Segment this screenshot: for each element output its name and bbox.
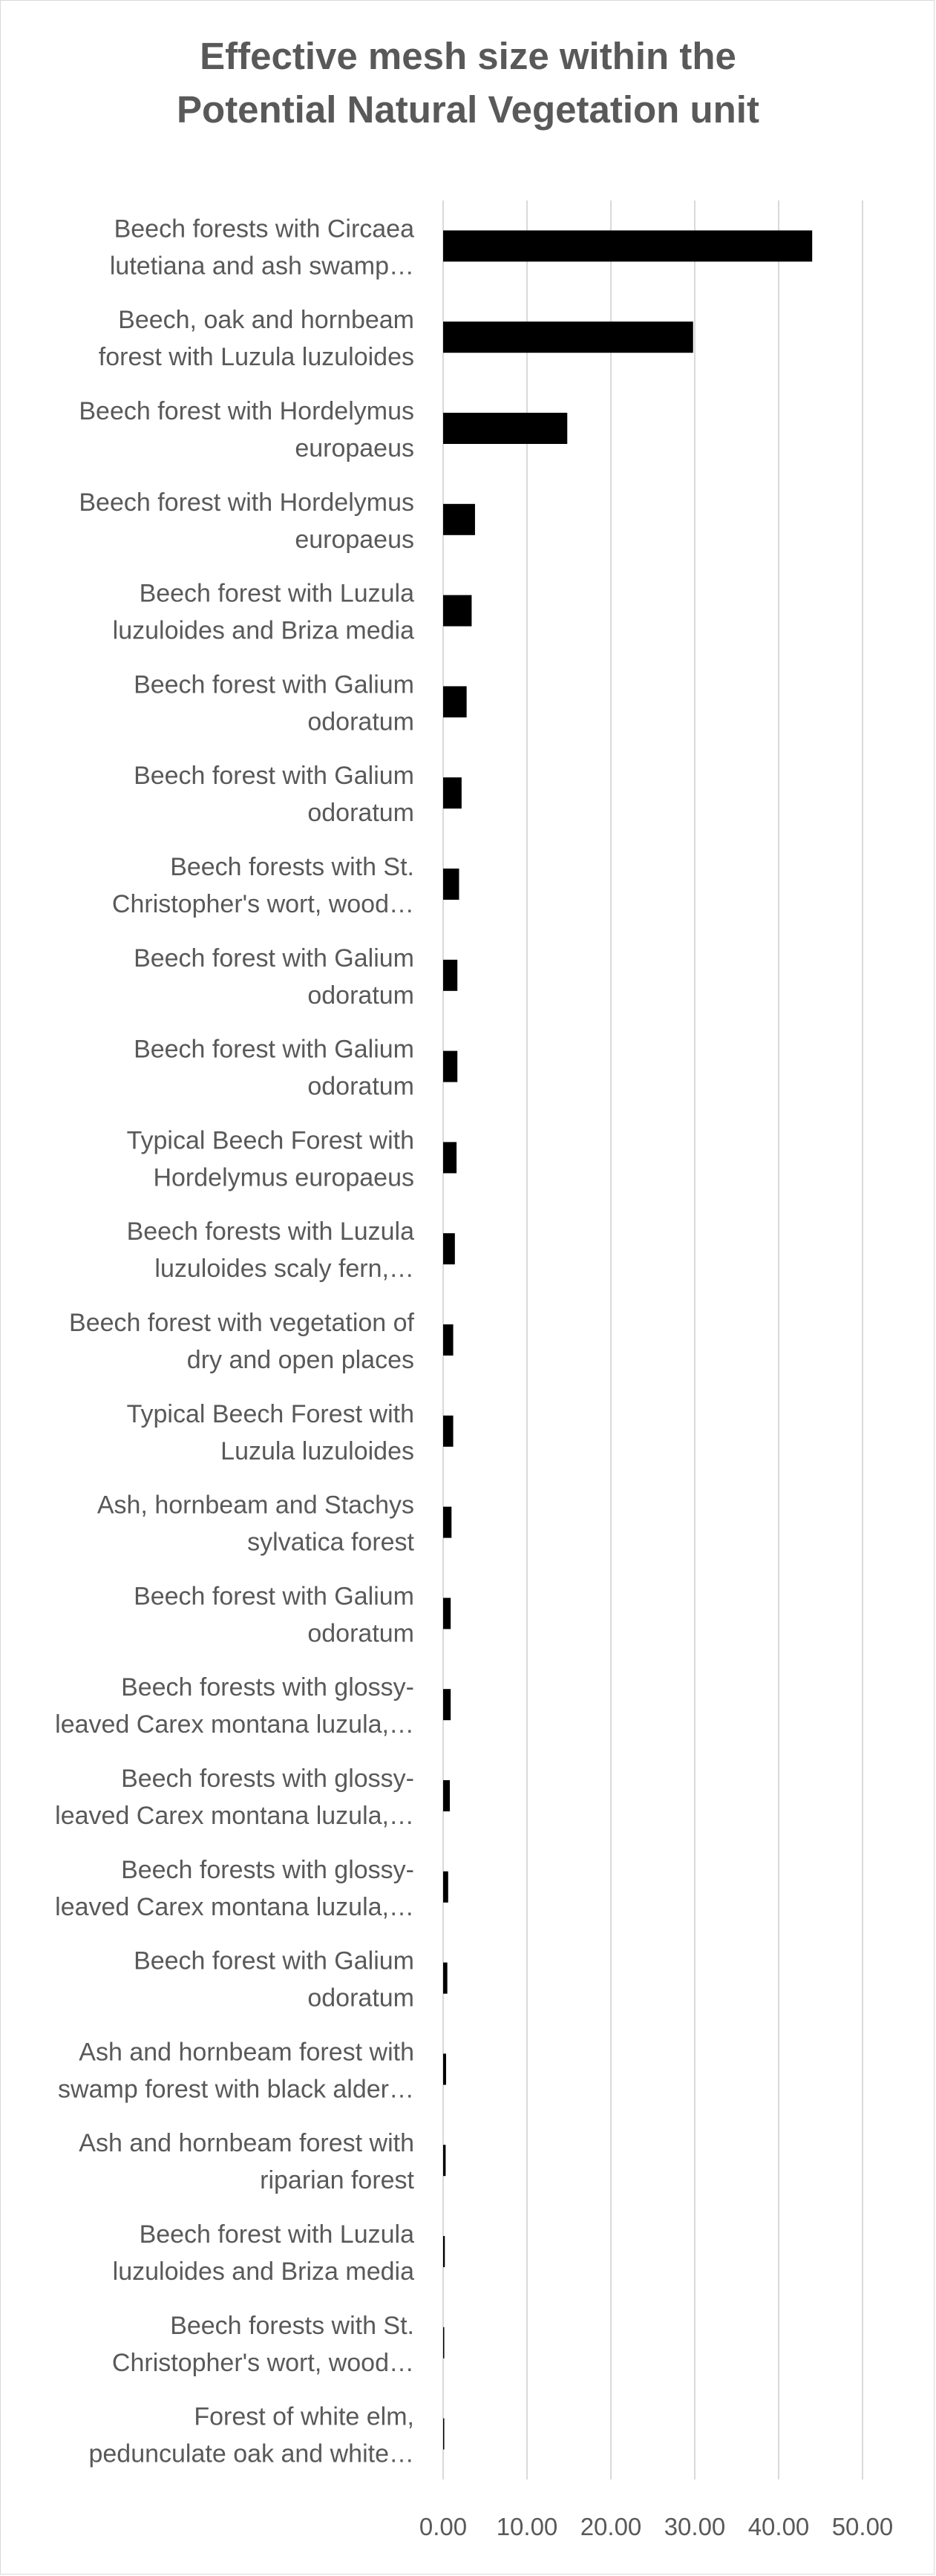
gridlines <box>443 200 863 2479</box>
category-label-line: Beech forests with Luzula <box>126 1217 414 1246</box>
x-tick-label: 30.00 <box>664 2513 726 2540</box>
category-label-line: Beech forest with Galium <box>134 944 414 972</box>
bar <box>443 2236 445 2267</box>
category-label-line: Beech forest with vegetation of <box>69 1309 414 1337</box>
category-label <box>112 853 414 918</box>
category-label <box>134 1582 414 1647</box>
category-label <box>55 1765 414 1830</box>
category-label-line: luzuloides scaly fern,… <box>154 1255 414 1284</box>
category-label-line: Beech forest with Galium <box>134 670 414 699</box>
category-label-line: Beech forest with Galium <box>134 1582 414 1611</box>
category-label-line: luzuloides and Briza media <box>112 616 414 645</box>
bar <box>443 2053 446 2085</box>
category-label-line: europaeus <box>295 525 414 554</box>
category-label <box>127 1217 415 1283</box>
category-label-line: Christopher's wort, wood… <box>111 2348 414 2377</box>
category-label-line: sylvatica forest <box>247 1528 414 1557</box>
category-label <box>134 1947 414 2013</box>
bar <box>443 504 475 535</box>
category-label <box>112 2312 414 2377</box>
x-tick-label: 20.00 <box>580 2513 642 2540</box>
category-label-line: Beech forest with Luzula <box>139 579 414 608</box>
category-label <box>55 1856 414 1921</box>
category-label-line: Beech forests with Circaea <box>114 215 414 243</box>
x-tick-label: 0.00 <box>419 2513 468 2540</box>
category-label-line: Typical Beech Forest with <box>126 1126 414 1155</box>
x-axis-ticks <box>419 2513 893 2540</box>
category-label-line: Forest of white elm, <box>194 2402 414 2431</box>
x-tick-label: 50.00 <box>831 2513 894 2540</box>
category-label-line: dry and open places <box>186 1346 414 1374</box>
category-label-line: odoratum <box>307 707 414 736</box>
category-labels <box>55 215 414 2468</box>
bar <box>443 2327 445 2358</box>
category-label-line: Beech forests with glossy- <box>121 1765 414 1793</box>
category-label-line: Ash, hornbeam and Stachys <box>96 1491 414 1520</box>
category-label-line: Typical Beech Forest with <box>126 1399 414 1428</box>
chart-title-line-2: Potential Natural Vegetation unit <box>177 88 759 131</box>
category-label <box>127 1126 414 1191</box>
category-label-line: Beech forest with Hordelymus <box>79 488 414 517</box>
category-label <box>79 397 414 462</box>
category-label-line: Beech forests with glossy- <box>121 1673 414 1702</box>
category-label-line: Ash and hornbeam forest with <box>79 2038 414 2067</box>
bar <box>443 686 467 717</box>
bar <box>443 1507 451 1538</box>
category-label <box>134 762 414 827</box>
bar <box>443 1963 448 1994</box>
bar <box>443 321 693 353</box>
category-label-line: riparian forest <box>260 2166 414 2195</box>
category-label-line: Beech, oak and hornbeam <box>118 306 414 335</box>
category-label-line: pedunculate oak and white… <box>88 2439 414 2468</box>
category-label-line: odoratum <box>307 799 414 828</box>
category-label-line: Beech forest with Hordelymus <box>79 397 414 425</box>
bar <box>443 1871 448 1903</box>
category-label <box>113 580 414 645</box>
category-label-line: luzuloides and Briza media <box>112 2258 414 2286</box>
bar <box>443 1416 454 1447</box>
bar <box>443 1598 451 1629</box>
category-label-line: Beech forest with Luzula <box>139 2220 414 2249</box>
category-label-line: Beech forest with Galium <box>134 1035 414 1064</box>
bar <box>443 230 812 261</box>
category-label-line: Beech forest with Galium <box>134 1946 414 1975</box>
x-tick-label: 40.00 <box>747 2513 810 2540</box>
bar <box>443 869 459 900</box>
category-label-line: swamp forest with black alder… <box>58 2075 414 2104</box>
category-label <box>113 2220 414 2286</box>
bar <box>443 2419 445 2450</box>
category-label-line: Ash and hornbeam forest with <box>79 2129 414 2158</box>
bar <box>443 1051 457 1082</box>
bar <box>443 960 457 991</box>
bar <box>443 1689 451 1720</box>
bar <box>443 595 471 627</box>
category-label-line: odoratum <box>307 1619 414 1648</box>
category-label-line: Hordelymus europaeus <box>153 1163 414 1192</box>
chart-title-line-1: Effective mesh size within the <box>200 35 736 77</box>
bar <box>443 413 567 444</box>
category-label <box>79 488 414 554</box>
category-label-line: odoratum <box>307 1072 414 1101</box>
bar <box>443 1324 454 1356</box>
category-label-line: Beech forests with glossy- <box>121 1855 414 1884</box>
category-label <box>79 2129 414 2194</box>
category-label-line: Luzula luzuloides <box>220 1436 414 1465</box>
category-label-line: odoratum <box>307 1984 414 2013</box>
category-label <box>88 2403 414 2468</box>
category-label-line: leaved Carex montana luzula,… <box>55 1892 414 1921</box>
category-label <box>97 1491 415 1557</box>
category-label-line: forest with Luzula luzuloides <box>98 343 414 372</box>
category-label <box>127 1400 414 1465</box>
category-label <box>134 944 414 1010</box>
category-label <box>110 215 414 280</box>
bar <box>443 1780 450 1811</box>
category-label <box>134 1036 414 1101</box>
category-label-line: leaved Carex montana luzula,… <box>55 1710 414 1739</box>
category-label-line: Christopher's wort, wood… <box>111 890 414 918</box>
category-label <box>69 1309 414 1374</box>
category-label-line: Beech forests with St. <box>170 2311 414 2340</box>
category-label-line: lutetiana and ash swamp… <box>109 252 414 281</box>
bar <box>443 777 462 808</box>
category-label-line: Beech forest with Galium <box>134 762 414 791</box>
category-label <box>55 1673 414 1739</box>
x-tick-label: 10.00 <box>496 2513 558 2540</box>
category-label-line: europaeus <box>295 434 414 462</box>
bars <box>443 230 812 2449</box>
bar <box>443 1142 456 1173</box>
category-label <box>58 2038 414 2103</box>
category-label-line: odoratum <box>307 981 414 1010</box>
bar <box>443 2145 445 2176</box>
category-label <box>99 306 414 371</box>
bar <box>443 1233 455 1264</box>
category-label <box>134 670 414 736</box>
category-label-line: leaved Carex montana luzula,… <box>55 1802 414 1830</box>
category-label-line: Beech forests with St. <box>170 853 414 881</box>
